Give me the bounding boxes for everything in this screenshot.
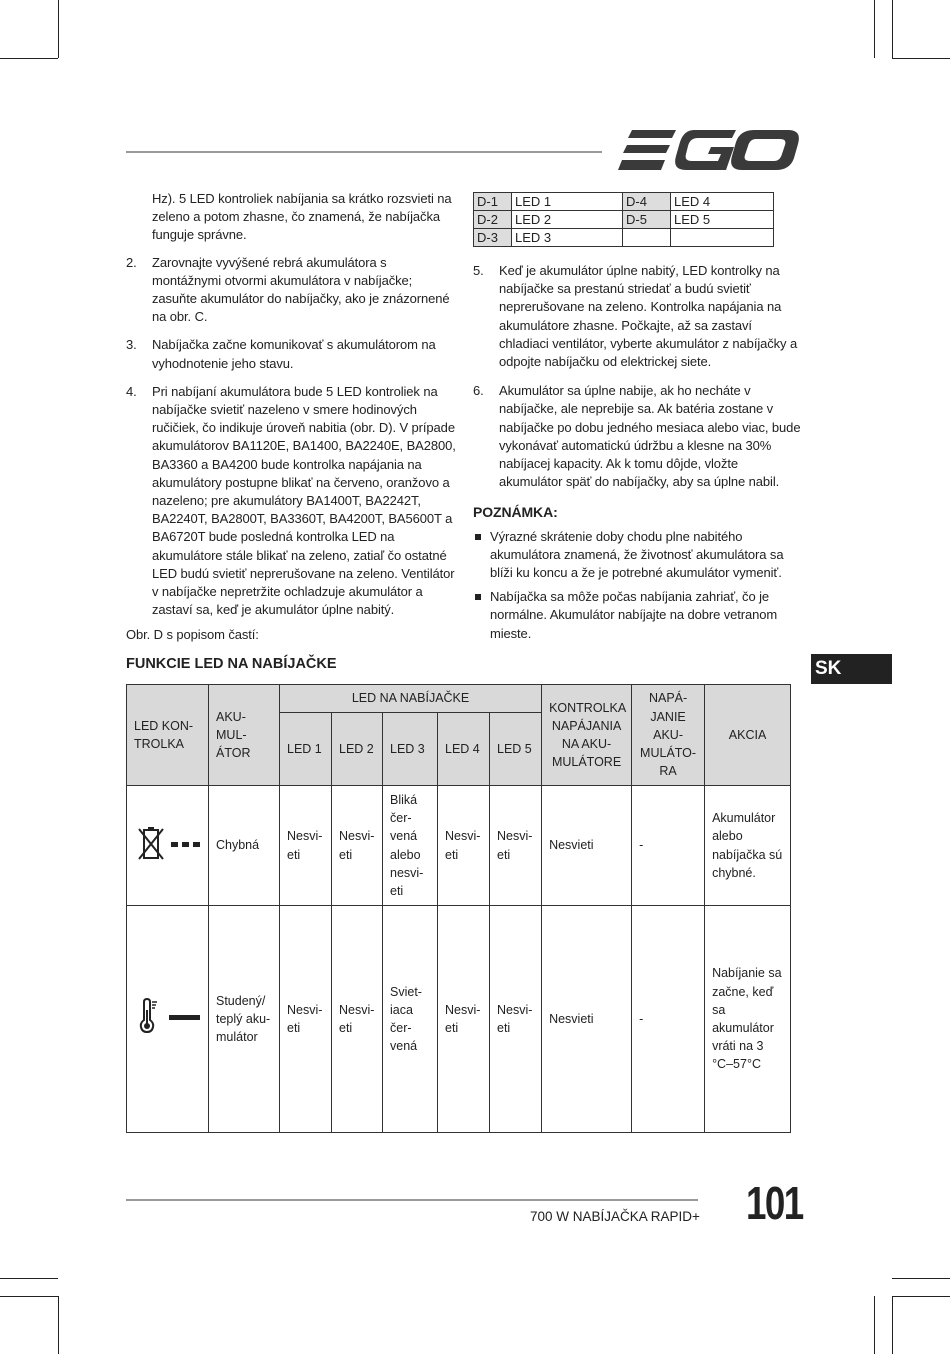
led-control-cell xyxy=(127,786,209,906)
bullet-square-icon xyxy=(475,534,481,540)
table-header-row xyxy=(127,685,791,713)
table-cell: LED 5 xyxy=(671,211,774,229)
power-cell: - xyxy=(632,786,705,906)
table-cell: D-4 xyxy=(623,193,671,211)
list-item xyxy=(473,382,803,491)
led-cell: Nesvi-eti xyxy=(438,906,490,1133)
header-led-5: LED 5 xyxy=(490,713,542,786)
crop-mark xyxy=(892,1296,950,1297)
list-item xyxy=(126,254,456,327)
page-number: 101 xyxy=(746,1177,803,1229)
table-row xyxy=(474,193,774,211)
crop-mark xyxy=(0,1296,58,1297)
item-text: Pri nabíjaní akumulátora bude 5 LED kontroliek na nabíjačke svietiť nazeleno v smere hodinových ručičiek, čo indikuje úroveň nabitia (obr. D). V prípade akumulátorov BA1120E, BA1400, BA2240E, BA2800, BA3360 a BA4200 bude kontrolka napájania na akumulátory postupne blikať na červeno, oranžovo a nazeleno; pre akumulátory BA1400T, BA2242T, BA2240T, BA2800T, BA3360T, BA4200T, BA5600T a BA6720T bude posledná kontrolka LED na akumulátore stále blikať na zeleno, zatiaľ čo ostatné LED budú svietiť neprerušovane na zeleno. Ventilátor v nabíjačke nepretržite ochladzuje akumulátor a zastaví sa, keď je akumulátor úplne nabitý. xyxy=(152,383,456,618)
table-cell xyxy=(671,229,774,247)
language-tab: SK xyxy=(811,654,892,684)
table-row xyxy=(127,906,791,1133)
battery-cell: Chybná xyxy=(209,786,280,906)
footer-title: 700 W NABÍJAČKA RAPID+ xyxy=(530,1209,700,1224)
figure-caption: Obr. D s popisom častí: xyxy=(126,627,259,643)
table-row xyxy=(474,229,774,247)
led-control-cell xyxy=(127,906,209,1133)
table-cell: D-3 xyxy=(474,229,512,247)
table-cell: D-1 xyxy=(474,193,512,211)
temperature-icon xyxy=(135,998,201,1034)
led-cell: Nesvi-eti xyxy=(490,786,542,906)
header-led-4: LED 4 xyxy=(438,713,490,786)
list-item xyxy=(126,336,456,372)
item-text: Akumulátor sa úplne nabije, ak ho necháte v nabíjačke, ale neprebije sa. Ak batéria zostane v nabíjačke po dobu jedného mesiaca alebo viac, bude vykonávať automatickú údržbu a klesne na 30% nabíjacej kapacity. Ak k tomu dôjde, vložte akumulátor späť do nabíjačky, aby sa úplne nabil. xyxy=(499,383,801,490)
header-led-1: LED 1 xyxy=(280,713,332,786)
led-cell: Nesvi-eti xyxy=(438,786,490,906)
power-indicator-cell: Nesvieti xyxy=(542,786,632,906)
right-column xyxy=(473,262,803,643)
intro-paragraph: Hz). 5 LED kontroliek nabíjania sa krátko rozsvieti na zeleno a potom zhasne, čo znamená, že nabíjačka funguje správne. xyxy=(152,191,452,243)
action-cell: Akumulátor alebo nabíjačka sú chybné. xyxy=(705,786,791,906)
table-cell: LED 3 xyxy=(512,229,623,247)
header-charger-leds: LED NA NABÍJAČKE xyxy=(280,685,542,713)
table-cell: LED 4 xyxy=(671,193,774,211)
list-item xyxy=(473,262,803,371)
led-cell: Nesvi-eti xyxy=(332,906,383,1133)
led-cell: Bliká čer-vená alebo nesvi-eti xyxy=(383,786,438,906)
note-text: Nabíjačka sa môže počas nabíjania zahriať, čo je normálne. Akumulátor nabíjajte na dobre vetranom mieste. xyxy=(490,589,778,641)
crop-mark xyxy=(892,0,893,58)
left-column xyxy=(126,190,456,645)
header-led-control: LED KON-TROLKA xyxy=(127,685,209,786)
crop-mark xyxy=(892,1278,950,1279)
header-led-3: LED 3 xyxy=(383,713,438,786)
led-cell: Nesvi-eti xyxy=(280,786,332,906)
footer-rule xyxy=(126,1199,698,1201)
item-number: 2. xyxy=(126,254,137,270)
crop-mark xyxy=(0,58,58,59)
table-cell xyxy=(623,229,671,247)
power-indicator-cell: Nesvieti xyxy=(542,906,632,1133)
crop-mark xyxy=(874,1296,875,1354)
note-heading: POZNÁMKA: xyxy=(473,504,558,521)
item-text: Zarovnajte vyvýšené rebrá akumulátora s montážnymi otvormi akumulátora v nabíjačke; zasuňte akumulátor do nabíjačky, ako je znázornené na obr. C. xyxy=(152,254,450,325)
item-number: 5. xyxy=(473,263,484,278)
table-cell: LED 1 xyxy=(512,193,623,211)
note-text: Výrazné skrátenie doby chodu plne nabitého akumulátora znamená, že životnosť akumulátora sa blíži ku koncu a že je potrebné akumulátor vymeniť. xyxy=(490,528,784,581)
led-cell: Sviet-iaca čer-vená xyxy=(383,906,438,1133)
defective-battery-icon xyxy=(135,825,201,861)
crop-mark xyxy=(892,58,950,59)
table-row xyxy=(127,786,791,906)
item-number: 4. xyxy=(126,383,137,399)
item-number: 3. xyxy=(126,337,137,353)
table-cell: D-5 xyxy=(623,211,671,229)
crop-mark xyxy=(874,0,875,58)
header-power-indicator: KONTROLKA NAPÁJANIA NA AKU-MULÁTORE xyxy=(542,685,632,786)
header-rule xyxy=(126,151,602,153)
crop-mark xyxy=(58,1296,59,1354)
list-item xyxy=(126,383,456,620)
header-action: AKCIA xyxy=(705,685,791,786)
crop-mark xyxy=(58,0,59,58)
action-cell: Nabíjanie sa začne, keď sa akumulátor vráti na 3 °C–57°C xyxy=(705,906,791,1133)
note-item xyxy=(473,528,803,583)
crop-mark xyxy=(0,1278,58,1279)
table-row xyxy=(474,211,774,229)
figure-legend-table xyxy=(473,192,774,247)
item-number: 6. xyxy=(473,383,484,399)
led-cell: Nesvi-eti xyxy=(280,906,332,1133)
power-cell: - xyxy=(632,906,705,1133)
section-title: FUNKCIE LED NA NABÍJAČKE xyxy=(126,656,337,672)
note-item xyxy=(473,588,803,643)
header-power: NAPÁ-JANIE AKU-MULÁTO-RA xyxy=(632,685,705,786)
led-cell: Nesvi-eti xyxy=(490,906,542,1133)
table-cell: D-2 xyxy=(474,211,512,229)
item-text: Nabíjačka začne komunikovať s akumulátorom na vyhodnotenie jeho stavu. xyxy=(152,337,436,371)
table-cell: LED 2 xyxy=(512,211,623,229)
led-functions-table xyxy=(126,684,791,1133)
item-text: Keď je akumulátor úplne nabitý, LED kontrolky na nabíjačke sa prestanú striedať a budú svietiť neprerušovane na zeleno. Kontrolka napájania na akumulátore zhasne. Počkajte, až sa zastaví chladiaci ventilátor, vyberte akumulátor z nabíjačky a odpojte nabíjačku od elektrickej siete. xyxy=(499,263,798,370)
header-battery: AKU-MUL-ÁTOR xyxy=(209,685,280,786)
bullet-square-icon xyxy=(475,594,481,600)
battery-cell: Studený/ teplý aku-mulátor xyxy=(209,906,280,1133)
led-cell: Nesvi-eti xyxy=(332,786,383,906)
crop-mark xyxy=(892,1296,893,1354)
header-led-2: LED 2 xyxy=(332,713,383,786)
ego-logo xyxy=(618,128,800,172)
